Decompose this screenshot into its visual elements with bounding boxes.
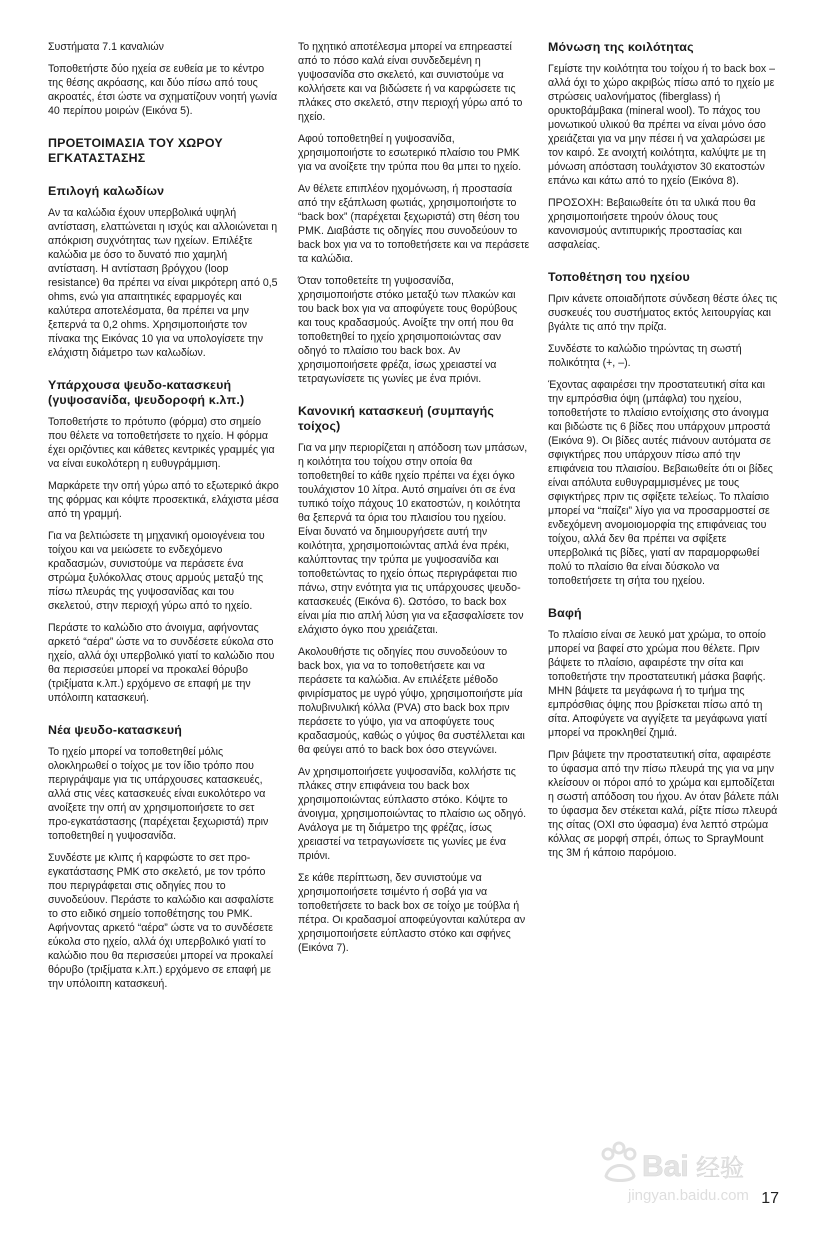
placement-paragraph-2: Συνδέστε το καλώδιο τηρώντας τη σωστή πολικότητα (+, –). (548, 343, 742, 369)
page-number: 17 (761, 1190, 779, 1207)
paint-paragraph-1: Το πλαίσιο είναι σε λευκό ματ χρώμα, το οποίο μπορεί να βαφεί στο χρώμα που θέλετε. Πριν βάψετε το πλαίσιο, αφαιρέστε την σίτα και τοποθετήστε την προστατευτική μάσκα βαφής. ΜΗΝ βάψετε τα μεγάφωνα ή το τμήμα της εμπρόσθιας όψης που βρίσκεται πίσω από τη σίτα. Αποφύγετε να αγγίξετε τα μεγάφωνα γιατί μπορεί να προκληθεί ζημιά. (548, 629, 767, 739)
insulation-warning: ΠΡΟΣΟΧΗ: Βεβαιωθείτε ότι τα υλικά που θα χρησιμοποιήσετε τηρούν όλους τους κανονισμούς αντιπυρικής προστασίας και ασφαλείας. (548, 197, 756, 251)
cables-heading: Επιλογή καλωδίων (48, 184, 165, 198)
existing-paragraph-4: Περάστε το καλώδιο στο άνοιγμα, αφήνοντας αρκετό “αέρα” ώστε να το συνδέσετε εύκολα στο ηχείο, αλλά όχι υπερβολικό γιατί το καλώδιο που θα περισσεύει μπορεί να προκαλεί θόρυβο (τριξίματα κ.λπ.) ερχόμενο σε επαφή με την υπόλοιπη κατασκευή. (48, 622, 275, 704)
column-middle (298, 40, 530, 963)
section-heading: ΠΡΟΕΤΟΙΜΑΣΙΑ ΤΟΥ ΧΩΡΟΥ ΕΓΚΑΤΑΣΤΑΣΗΣ (48, 136, 223, 165)
placement-paragraph-3: Έχοντας αφαιρέσει την προστατευτική σίτα και την εμπρόσθια όψη (μπάφλα) του ηχείου, τοποθετήστε το πλαίσιο εντοίχισης στο άνοιγμα και βιδώστε τις 6 βίδες που υπάρχουν μπροστά (Εικόνα 9). Οι βίδες αυτές πιάνουν αυτόματα σε σφιγκτήρες που υπάρχουν πίσω από την επιφάνεια του πλαισίου. Βεβαιωθείτε ότι οι βίδες είναι απόλυτα ευθυγραμμισμένες με τους σφιγκτήρες πριν τις σφίξετε τελείως. Το πλαίσιο μπορεί να “παίζει” λίγο για να προσαρμοστεί σε ενδεχόμενη ανομοιομορφία της επιφάνειας του τοίχου, αλλά δεν θα πρέπει να σφίξετε υπερβολικά τις βίδες, γιατί αν παραμορφωθεί πολύ το πλαίσιο θα είναι δύσκολο να τοποθετήσετε τη σήτα του ηχείου. (548, 379, 773, 587)
middle-paragraph-3: Αν θέλετε επιπλέον ηχομόνωση, ή προστασία από την εξάπλωση φωτιάς, χρησιμοποιήστε το “back box” (παρέχεται ξεχωριστά) στη θέση του PMK. Διαβάστε τις οδηγίες που συνοδεύουν το back box για να το τοποθετήσετε και να περάσετε τα καλώδια. (298, 183, 530, 265)
existing-paragraph-2: Μαρκάρετε την οπή γύρω από το εξωτερικό άκρο της φόρμας και κόψτε προσεκτικά, ελάχιστα μέσα από τη γραμμή. (48, 480, 279, 520)
existing-construction-heading: Υπάρχουσα ψευδο-κατασκευή (γυψοσανίδα, ψευδοροφή κ.λπ.) (48, 378, 245, 407)
svg-text:经验: 经验 (696, 1154, 744, 1182)
placement-paragraph-1: Πριν κάνετε οποιαδήποτε σύνδεση θέστε όλες τις συσκευές του συστήματος εκτός λειτουργίας και βγάλτε τις από την πρίζα. (548, 293, 778, 333)
middle-paragraph-1: Το ηχητικό αποτέλεσμα μπορεί να επηρεαστεί από το πόσο καλά είναι συνδεδεμένη η γυψοσανίδα στο σκελετό, και συνιστούμε να κολλήσετε και να βιδώσετε ή να καρφώσετε τις πλάκες στο σκελετό, στην περιοχή γύρω από το ηχείο. (298, 41, 523, 123)
existing-paragraph-3: Για να βελτιώσετε τη μηχανική ομοιογένεια του τοίχου και να μειώσετε το ενδεχόμενο κραδασμών, συνιστούμε να περάσετε ένα στρώμα ξυλόκολλας στους αρμούς μεταξύ της πίσω πλευράς της γυψοσανίδας και του σκελετού, στην περιοχή γύρω από το ηχείο. (48, 530, 265, 612)
middle-paragraph-7: Αν χρησιμοποιήσετε γυψοσανίδα, κολλήστε τις πλάκες στην επιφάνεια του back box χρησιμοποιώντας εύπλαστο στόκο. Κόψτε το άνοιγμα, χρησιμοποιώντας το πλαίσιο ως οδηγό. Ανάλογα με τη διάμετρο της φρέζας, ίσως χρειαστεί να τετραγωνίσετε τις γωνίες με ένα πριόνι. (298, 766, 527, 862)
middle-paragraph-6: Ακολουθήστε τις οδηγίες που συνοδεύουν το back box, για να το τοποθετήσετε και να περάσετε τα καλώδια. Αν επιλέξετε μέθοδο φινιρίσματος με υγρό γύψο, χρησιμοποιήστε μία πολυβινυλική κόλλα (PVA) στο back box πριν περάσετε το γύψο, για να αποφύγετε τους κραδασμούς, καθώς ο γύψος θα συστέλλεται και θα φεύγει από το back box όσο στεγνώνει. (298, 646, 525, 756)
middle-paragraph-4: Όταν τοποθετείτε τη γυψοσανίδα, χρησιμοποιήστε στόκο μεταξύ των πλακών και του back box για να αποφύγετε τους θορύβους και τους κραδασμούς. Ανοίξτε την οπή που θα τοποθετηθεί το ηχείο χρησιμοποιώντας σαν οδηγό το πλαίσιο του back box. Αν χρησιμοποιήσετε φρέζα, ίσως χρειαστεί να τετραγωνίσετε τις γωνίες με ένα πριόνι. (298, 275, 518, 385)
intro-heading: Συστήματα 7.1 καναλιών (48, 41, 164, 53)
insulation-heading: Μόνωση της κοιλότητας (548, 40, 694, 54)
normal-construction-heading: Κανονική κατασκευή (συμπαγής τοίχος) (298, 404, 495, 433)
existing-paragraph-1: Τοποθετήστε το πρότυπο (φόρμα) στο σημείο που θέλετε να τοποθετήσετε το ηχείο. Η φόρμα έχει οριζόντιες και κάθετες κεντρικές γραμμές για να είναι ευκολότερη η ευθυγράμμιση. (48, 416, 275, 470)
new-paragraph-2: Συνδέστε με κλιπς ή καρφώστε το σετ προ-εγκατάστασης PMK στο σκελετό, με τον τρόπο που περιγράφεται στις οδηγίες που το συνοδεύουν. Περάστε το καλώδιο και ασφαλίστε το στο ειδικό σημείο τοποθέτησης του PMK. Αφήνοντας αρκετό “αέρα” ώστε να το συνδέσετε εύκολα στο ηχείο, αλλά όχι υπερβολικό γιατί το καλώδιο που θα περισσεύει μπορεί να προκαλεί θόρυβο (τριξίματα κ.λπ.) ερχόμενο σε επαφή με την υπόλοιπη κατασκευή. (48, 852, 274, 990)
baidu-watermark-logo (588, 1118, 778, 1206)
middle-paragraph-2: Αφού τοποθετηθεί η γυψοσανίδα, χρησιμοποιήστε το εσωτερικό πλαίσιο του PMK για να ανοίξετε την τρύπα που θα μπει το ηχείο. (298, 133, 522, 173)
new-paragraph-1: Το ηχείο μπορεί να τοποθετηθεί μόλις ολοκληρωθεί ο τοίχος με τον ίδιο τρόπο που περιγράψαμε για τις υπάρχουσες κατασκευές, αλλά στις νέες κατασκευές είναι ευκολότερο να ανοίξετε την οπή αν χρησιμοποιήσετε το σετ προ-εγκατάστασης (παρέχεται ξεχωριστά) πριν τοποθετηθεί η γυψοσανίδα. (48, 746, 269, 842)
paint-heading: Βαφή (548, 606, 582, 620)
middle-paragraph-5: Για να μην περιορίζεται η απόδοση των μπάσων, η κοιλότητα του τοίχου στην οποία θα τοποθετηθεί το κάθε ηχείο πρέπει να έχει όγκο τουλάχιστον 10 λίτρα. Αυτό σημαίνει ότι σε ένα τυπικό τοίχο πάχους 10 εκατοστών, η κοιλότητα θα ξεπερνά τα όρια του πλαισίου του ηχείου. Είναι δυνατό να δημιουργήσετε αυτή την κοιλότητα, χρησιμοποιώντας απλά ένα πρέκι, καλύπτοντας την τρύπα με γυψοσανίδα και τοποθετώντας το ηχείο όπως περιγράφεται πιο πάνω, στην ενότητα για τις υπάρχουσες ψευδο-κατασκευές (Εικόνα 6). Ωστόσο, το back box είναι μία πιο απλή λύση για να εξασφαλίσετε τον ελάχιστο όγκο που χρειάζεται. (298, 442, 528, 636)
cables-paragraph: Αν τα καλώδια έχουν υπερβολικά υψηλή αντίσταση, ελαττώνεται η ισχύς και αλλοιώνεται η απόκριση συχνότητας των ηχείων. Επιλέξτε καλώδια με όσο το δυνατό πιο χαμηλή αντίσταση. Η αντίσταση βρόγχου (loop resistance) θα πρέπει να είναι μικρότερη από 0,5 ohms, ενώ για απαιτητικές εφαρμογές και καλύτερα αποτελέσματα, θα πρέπει να μην ξεπερνά τα 0,2 ohms. Χρησιμοποιήστε τον πίνακα της Εικόνας 10 για να υπολογίσετε την ελάχιστη διάμετρο των καλωδίων. (48, 207, 278, 359)
middle-paragraph-8: Σε κάθε περίπτωση, δεν συνιστούμε να χρησιμοποιήσετε τσιμέντο ή σοβά για να τοποθετήσετε το back box σε τοίχο με τούβλα ή πέτρα. Οι κραδασμοί αποφεύγονται καλύτερα αν χρησιμοποιήσετε εύπλαστο στόκο και σφήνες (Εικόνα 7). (298, 872, 526, 954)
intro-paragraph: Τοποθετήστε δύο ηχεία σε ευθεία με το κέντρο της θέσης ακρόασης, και δύο πίσω από τους ακροατές, έτσι ώστε να σχηματίζουν νοητή γωνία 40 περίπου μοιρών (Εικόνα 5). (48, 63, 278, 117)
column-right (548, 40, 780, 868)
insulation-paragraph-1: Γεμίστε την κοιλότητα του τοίχου ή το back box – αλλά όχι το χώρο ακριβώς πίσω από το ηχείο με στρώσεις υαλονήματος (fiberglass) ή ορυκτοβάμβακα (mineral wool). Το πάχος του μονωτικού υλικού θα πρέπει να είναι μόνο όσο χρειάζεται για να μην πέσει ή να χαλαρώσει με τον καιρό. Σε ανοιχτή κοιλότητα, καλύψτε με τη μόνωση απόσταση τουλάχιστον 30 εκατοστών επάνω και κάτω από το ηχείο (Εικόνα 8). (548, 63, 775, 187)
placement-heading: Τοποθέτηση του ηχείου (548, 270, 690, 284)
svg-text:Bai: Bai (642, 1150, 689, 1183)
new-construction-heading: Νέα ψευδο-κατασκευή (48, 723, 182, 737)
svg-text:jingyan.baidu.com: jingyan.baidu.com (628, 1187, 749, 1204)
column-left (48, 40, 280, 999)
paint-paragraph-2: Πριν βάψετε την προστατευτική σίτα, αφαιρέστε το ύφασμα από την πίσω πλευρά της για να μην κλείσουν οι πόροι από το χρώμα και εμποδίζεται η σωστή απόδοση του ήχου. Αν όταν βάλετε πάλι το ύφασμα δεν στέκεται καλά, ρίξτε πίσω πλευρά της σίτας (ΟΧΙ στο ύφασμα) ένα λεπτό στρώμα κόλλας σε μορφή σπρέι, όπως το SprayMount της 3M ή κάποιο παρόμοιο. (548, 749, 779, 859)
